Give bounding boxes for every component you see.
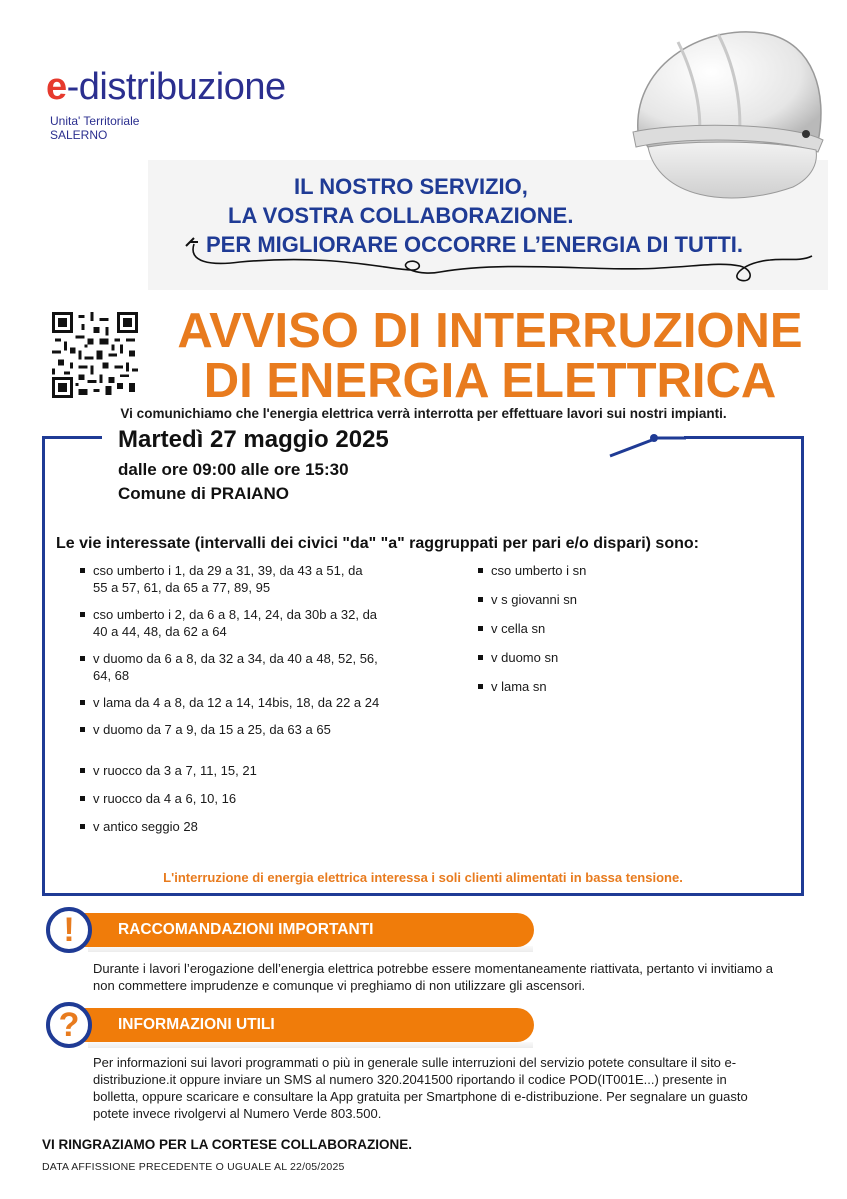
intro-text: Vi comunichiamo che l'energia elettrica verrà interrotta per effettuare lavori sui nostri impianti. xyxy=(120,406,727,421)
list-item: v cella sn xyxy=(478,620,678,637)
outage-comune: Comune di PRAIANO xyxy=(118,484,289,503)
slogan-line1: IL NOSTRO SERVIZIO, xyxy=(294,174,528,199)
box-border-top-right xyxy=(684,436,804,439)
slogan-line2: LA VOSTRA COLLABORAZIONE. xyxy=(228,203,574,228)
pen-line-icon xyxy=(606,432,686,458)
streets-list-right xyxy=(478,562,678,707)
unit-line2: SALERNO xyxy=(50,128,108,142)
recommendations-header xyxy=(72,913,534,947)
recommendations-title: RACCOMANDAZIONI IMPORTANTI xyxy=(118,921,374,938)
unit-line1: Unita' Territoriale xyxy=(50,114,140,128)
cable-icon xyxy=(180,232,820,292)
logo-text: -distribuzione xyxy=(66,66,286,108)
outage-hours: dalle ore 09:00 alle ore 15:30 xyxy=(118,460,349,479)
list-item: v ruocco da 3 a 7, 11, 15, 21 xyxy=(80,762,380,779)
list-item: v lama sn xyxy=(478,678,678,695)
box-border-top-left xyxy=(42,436,102,439)
brand-logo xyxy=(46,66,286,109)
list-item: cso umberto i 2, da 6 a 8, 14, 24, da 30b a 32, da 40 a 44, 48, da 62 a 64 xyxy=(80,606,380,640)
qr-code[interactable] xyxy=(52,312,138,398)
list-item: v s giovanni sn xyxy=(478,591,678,608)
info-title: INFORMAZIONI UTILI xyxy=(118,1016,275,1033)
streets-heading: Le vie interessate (intervalli dei civici "da" "a" raggruppati per pari e/o dispari) sono: xyxy=(56,535,699,552)
exclamation-icon: ! xyxy=(46,907,92,953)
list-item: cso umberto i sn xyxy=(478,562,678,579)
page-title xyxy=(150,306,830,406)
question-icon: ? xyxy=(46,1002,92,1048)
territorial-unit xyxy=(50,114,139,142)
low-voltage-note: L'interruzione di energia elettrica interessa i soli clienti alimentati in bassa tensione. xyxy=(163,870,683,885)
posting-date: DATA AFFISSIONE PRECEDENTE O UGUALE AL 22/05/2025 xyxy=(42,1161,345,1173)
list-item: v duomo sn xyxy=(478,649,678,666)
slogan-line3: PER MIGLIORARE OCCORRE L’ENERGIA DI TUTTI. xyxy=(206,232,743,257)
list-item: v duomo da 7 a 9, da 15 a 25, da 63 a 65 xyxy=(80,721,380,738)
title-line2: DI ENERGIA ELETTRICA xyxy=(203,354,777,408)
list-item: v duomo da 6 a 8, da 32 a 34, da 40 a 48, 52, 56, 64, 68 xyxy=(80,650,380,684)
list-item: v lama da 4 a 8, da 12 a 14, 14bis, 18, da 22 a 24 xyxy=(80,694,380,711)
list-item: cso umberto i 1, da 29 a 31, 39, da 43 a 51, da 55 a 57, 61, da 65 a 77, 89, 95 xyxy=(80,562,380,596)
bar-shadow xyxy=(88,1042,533,1048)
title-line1: AVVISO DI INTERRUZIONE xyxy=(177,304,803,358)
list-item: v ruocco da 4 a 6, 10, 16 xyxy=(80,790,380,807)
info-header xyxy=(72,1008,534,1042)
list-item: v antico seggio 28 xyxy=(80,818,380,835)
info-text: Per informazioni sui lavori programmati o più in generale sulle interruzioni del servizio potete consultare il sito e-distribuzione.it oppure inviare un SMS al numero 320.2041500 riportando il codice POD(IT001E...) presente in bolletta, oppure scaricare e consultare la App gratuita per Smartphone di e-distribuzione. Per segnalare un guasto potete invece rivolgervi al Numero Verde 803.500. xyxy=(93,1055,748,1121)
thanks-text: VI RINGRAZIAMO PER LA CORTESE COLLABORAZIONE. xyxy=(42,1137,413,1152)
logo-e: e xyxy=(46,66,67,108)
streets-list-left xyxy=(80,562,380,835)
recommendations-text: Durante i lavori l’erogazione dell’energia elettrica potrebbe essere momentaneamente riattivata, pertanto vi invitiamo a non commettere imprudenze e comunque vi preghiamo di non utilizzare gli ascensori. xyxy=(93,961,773,993)
outage-date: Martedì 27 maggio 2025 xyxy=(118,426,389,453)
